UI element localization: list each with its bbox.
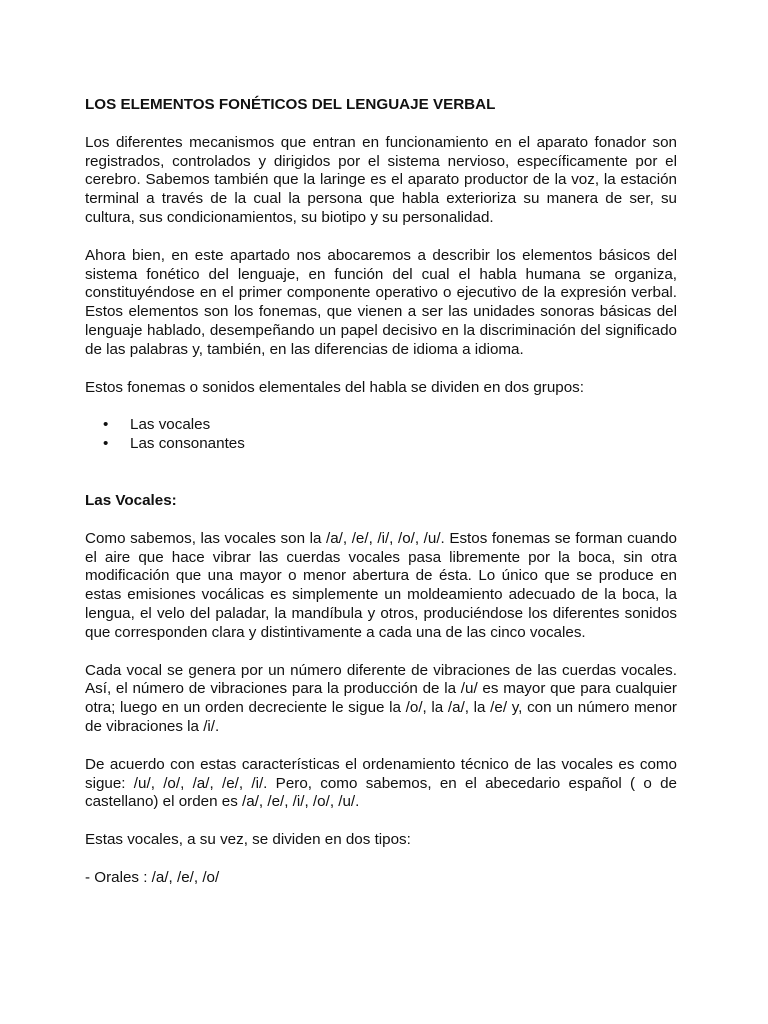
bullet-icon: • <box>103 435 109 453</box>
list-item <box>85 435 677 454</box>
vocales-paragraph-1: Como sabemos, las vocales son la /a/, /e/, /i/, /o/, /u/. Estos fonemas se forman cuando el aire que hace vibrar las cuerdas vocales pasa libremente por la boca, sin otra modificación que una mayor o menor abertura de ésta. Lo único que se produce en estas emisiones vocálicas es simplemente un moldeamiento adecuado de la boca, la lengua, el velo del paladar, la mandíbula y otros, produciéndose los diferentes sonidos que corresponden clara y distintivamente a cada una de las cinco vocales. <box>85 529 677 641</box>
list-item-label: Las vocales <box>130 416 211 434</box>
intro-paragraph-1: Los diferentes mecanismos que entran en funcionamiento en el aparato fonador son registrados, controlados y dirigidos por el sistema nervioso, específicamente por el cerebro. Sabemos también que la laringe es el aparato productor de la voz, la estación terminal a través de la cual la persona que habla exterioriza su manera de ser, su cultura, sus condicionamientos, su biotipo y su personalidad. <box>85 133 677 226</box>
document-title: LOS ELEMENTOS FONÉTICOS DEL LENGUAJE VERBAL <box>85 96 496 113</box>
section-heading-vocales: Las Vocales: <box>85 491 177 509</box>
list-item-label: Las consonantes <box>130 435 245 453</box>
document-page <box>85 96 677 907</box>
vocales-paragraph-2: Cada vocal se genera por un número diferente de vibraciones de las cuerdas vocales. Así, el número de vibraciones para la producción de la /u/ es mayor que para cualquier otra; luego en un orden decreciente le sigue la /o/, la /a/, la /e/ y, con un número menor de vibraciones la /i/. <box>85 661 677 735</box>
intro-paragraph-2: Ahora bien, en este apartado nos abocaremos a describir los elementos básicos del sistema fonético del lenguaje, en función del cual el habla humana se organiza, constituyéndose en el primer componente operativo o ejecutivo de la expresión verbal. Estos elementos son los fonemas, que vienen a ser las unidades sonoras básicas del lenguaje hablado, desempeñando un papel decisivo en la discriminación del significado de las palabras y, también, en las diferencias de idioma a idioma. <box>85 246 677 358</box>
list-item <box>85 416 677 435</box>
bullet-icon: • <box>103 416 109 434</box>
phoneme-groups-list <box>85 416 677 454</box>
vocales-paragraph-5: - Orales : /a/, /e/, /o/ <box>85 868 220 886</box>
vocales-paragraph-3: De acuerdo con estas características el ordenamiento técnico de las vocales es como sigue: /u/, /o/, /a/, /e/, /i/. Pero, como sabemos, en el abecedario español ( o de castellano) el orden es /a/, /e/, /i/, /o/, /u/. <box>85 755 677 811</box>
intro-paragraph-3: Estos fonemas o sonidos elementales del habla se dividen en dos grupos: <box>85 378 584 396</box>
vocales-paragraph-4: Estas vocales, a su vez, se dividen en dos tipos: <box>85 831 411 849</box>
